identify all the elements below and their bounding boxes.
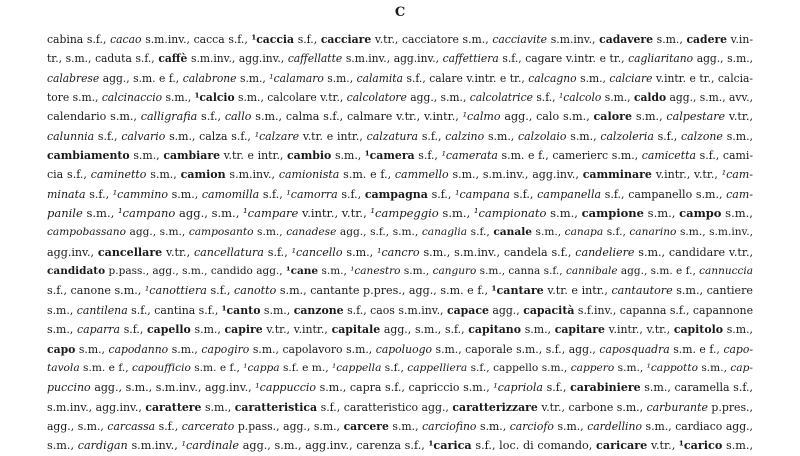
headword-bold: capitare [554, 323, 605, 337]
headword-italic: camionista [278, 168, 340, 182]
headword-bold: capacità [523, 303, 575, 317]
entry-text: s.m., [260, 303, 294, 317]
headword-italic: calzone [681, 129, 723, 143]
text-line [47, 417, 753, 436]
headword-italic: caparra [77, 323, 120, 337]
entry-text: v.intr., v.tr., [604, 323, 674, 337]
headword-italic: ¹cappa [243, 361, 280, 374]
entry-text: s.m., [162, 91, 195, 105]
headword-bold: cadere [686, 33, 727, 46]
headword-bold: camminare [582, 168, 652, 182]
entry-text: s.m., calcolare v.tr., [234, 91, 347, 105]
headword-italic: caposquadra [599, 342, 670, 356]
entry-text: s.m., [129, 149, 164, 163]
entry-text: s.f., caos s.m.inv., [343, 303, 447, 317]
headword-bold: ¹canto [221, 303, 261, 317]
entry-text: s.f., [532, 91, 559, 105]
headword-italic: calzino [445, 129, 485, 143]
headword-italic: ¹campionato [473, 206, 547, 221]
headword-italic: puccino [47, 381, 91, 395]
headword-italic: cam- [726, 187, 753, 201]
entry-text: tr., s.m., caduta s.f., [47, 52, 159, 66]
headword-italic: canguro [432, 265, 477, 278]
headword-italic: capoufficio [132, 361, 191, 374]
entry-text: s.m., [546, 206, 582, 221]
headword-bold: ¹carico [678, 438, 723, 453]
headword-italic: ¹calcolo [559, 91, 602, 105]
headword-italic: canapa [564, 226, 604, 239]
headword-italic: callo [224, 110, 252, 124]
headword-italic: calabrone [182, 71, 237, 85]
entry-text: s.m., calza s.f., [165, 129, 255, 143]
entry-text: s.f., canone s.m., [47, 284, 145, 298]
headword-italic: cardellino [587, 419, 642, 433]
entry-text: s.m., [400, 265, 433, 278]
headword-italic: capoluogo [375, 342, 432, 356]
entry-text: s.m., calma s.f., calmare v.tr., v.intr., [251, 110, 463, 124]
entry-text: v.intr. e tr., calcia- [652, 71, 754, 85]
headword-italic: ¹cammino [112, 187, 168, 201]
entry-text: v.tr. e intr., [220, 149, 288, 163]
headword-bold: candidato [47, 265, 106, 278]
headword-italic: candeliere [575, 245, 635, 259]
headword-italic: cancellatura [193, 245, 264, 259]
text-line [47, 69, 753, 88]
entry-text: s.m., [697, 361, 731, 374]
headword-italic: camicetta [641, 149, 696, 163]
headword-bold: carcere [343, 419, 389, 433]
entry-text: agg., [488, 303, 524, 317]
headword-italic: canarino [629, 226, 677, 239]
entry-text: s.m., [644, 206, 680, 221]
text-line [47, 243, 753, 262]
text-line [47, 340, 753, 359]
headword-italic: cap- [730, 361, 753, 374]
entry-text: s.m., s.m.inv., candela s.f., [419, 245, 576, 259]
headword-bold: canale [493, 226, 532, 239]
headword-italic: calzatura [366, 129, 419, 143]
entry-text: s.m., [190, 323, 225, 337]
headword-bold: camion [180, 168, 226, 182]
entry-text: s.f., [294, 33, 321, 46]
headword-italic: ¹cancro [377, 245, 420, 259]
headword-italic: carburante [646, 400, 708, 414]
headword-italic: ¹cardinale [181, 439, 240, 453]
headword-bold: caldo [634, 91, 667, 105]
headword-bold: canzone [293, 303, 344, 317]
headword-italic: cacao [110, 33, 142, 46]
headword-italic: calcolatrice [469, 91, 533, 105]
entry-text: s.f., loc. di comando, [471, 439, 597, 453]
headword-bold: ¹carica [428, 438, 472, 453]
entry-text: v.tr., carbone s.m., [537, 400, 647, 414]
entry-text: s.f., [119, 323, 148, 337]
headword-bold: ¹calcio [194, 91, 235, 105]
entry-text: cia s.f., [47, 168, 91, 182]
entry-text: s.m., caporale s.m., s.f., agg., [431, 342, 600, 356]
headword-italic: ¹campeggio [370, 206, 439, 221]
headword-italic: calvario [121, 129, 166, 143]
entry-text: s.f. e m., [279, 361, 332, 374]
entry-text: s.f., [85, 187, 113, 201]
headword-italic: ¹canottiera [144, 284, 207, 298]
headword-italic: capogiro [201, 342, 250, 356]
entry-text: v.intr., v.tr., [651, 168, 722, 182]
headword-italic: cannibale [565, 265, 618, 278]
headword-italic: calzolaio [518, 129, 567, 143]
headword-bold: capitale [331, 323, 381, 337]
headword-bold: capello [147, 323, 191, 337]
headword-bold: cancellare [97, 245, 163, 259]
entry-text: s.f., [206, 284, 235, 298]
headword-bold: cambiare [163, 149, 220, 163]
headword-bold: caratteristica [234, 400, 318, 414]
entry-text: s.f., [467, 226, 494, 239]
headword-bold: ¹cantare [491, 284, 544, 298]
entry-text: s.m., [632, 110, 667, 124]
text-line [47, 436, 754, 453]
headword-italic: ¹cancello [291, 245, 343, 259]
headword-italic: campobassano [47, 226, 126, 239]
entry-text: s.f., [263, 245, 292, 259]
headword-italic: cantilena [76, 303, 128, 317]
headword-italic: cappero [570, 361, 615, 374]
entry-text: s.f., [418, 129, 446, 143]
headword-bold: capace [446, 303, 489, 317]
text-line [47, 30, 753, 49]
entry-text: s.m.inv., [127, 439, 182, 453]
entry-text: agg., s.m. e f., [617, 265, 700, 278]
headword-italic: campanella [537, 187, 602, 201]
entry-text: agg., s.f., s.m., [336, 226, 422, 239]
text-line [47, 320, 753, 339]
entry-text: s.f., calare v.intr. e tr., [402, 71, 529, 85]
entry-text: s.m., cantiere [672, 284, 753, 298]
entry-text: v.tr. e intr., [299, 129, 367, 143]
headword-italic: calabrese [47, 71, 100, 85]
entry-text: p.pass., agg., s.m., candido agg., [105, 265, 286, 278]
headword-italic: ¹campano [117, 206, 176, 221]
entry-text: s.f., [381, 361, 408, 374]
entry-text: s.f., [542, 381, 571, 395]
entry-text: s.m. e f., [339, 168, 395, 182]
headword-italic: cantautore [611, 284, 673, 298]
entry-text: s.m., [722, 129, 753, 143]
headword-bold: caricare [596, 438, 648, 453]
entry-text: agg., s.m., s.m.inv., agg.inv., [90, 381, 256, 395]
headword-italic: ¹cappotto [646, 361, 698, 374]
entry-text: s.f., [94, 129, 122, 143]
entry-text: s.f., [414, 149, 442, 163]
headword-italic: carcerato [181, 419, 235, 433]
entry-text: s.m., [82, 206, 118, 221]
headword-bold: carabiniere [570, 381, 641, 395]
headword-italic: cacciavite [492, 33, 548, 46]
headword-bold: campo [679, 206, 722, 221]
headword-italic: ¹calzare [254, 129, 300, 143]
entry-text: s.m., s.m.inv., agg.inv., [448, 168, 583, 182]
headword-italic: canotto [234, 284, 277, 298]
headword-italic: cagliaritano [628, 52, 694, 66]
headword-bold: caratterizzare [452, 400, 538, 414]
text-line [47, 262, 753, 281]
headword-italic: calamita [356, 71, 403, 85]
entry-text: agg., s.m., [175, 206, 244, 221]
text-line [47, 398, 753, 417]
text-line [47, 378, 753, 397]
entry-text: v.tr., [162, 245, 194, 259]
headword-bold: ¹camera [364, 149, 415, 163]
entry-text: v.tr., [647, 439, 679, 453]
headword-italic: tavola [47, 361, 80, 374]
headword-italic: ¹cappella [331, 361, 382, 374]
entry-text: s.m., [388, 419, 423, 433]
entry-text: s.m., [476, 419, 510, 433]
headword-bold: ¹cane [285, 265, 319, 278]
entry-text: s.m.inv., agg.inv., [187, 52, 288, 66]
entry-text: s.f., [509, 187, 538, 201]
text-line [47, 301, 753, 320]
headword-italic: ¹campana [455, 187, 510, 201]
entry-text: agg., s.m., agg.inv., carenza s.f., [239, 439, 429, 453]
entry-text: v.in- [727, 33, 753, 46]
text-line [47, 146, 753, 165]
headword-italic: caffellatte [287, 52, 343, 66]
entry-text: s.m., capra s.f., capriccio s.m., [316, 381, 494, 395]
headword-italic: calcagno [528, 71, 577, 85]
entry-text: s.f., campanello s.m., [601, 187, 727, 201]
headword-italic: carciofino [422, 419, 477, 433]
entry-text: s.m., [318, 265, 351, 278]
headword-italic: calunnia [47, 129, 95, 143]
headword-italic: minata [47, 187, 86, 201]
text-line [47, 223, 753, 242]
headword-italic: calpestare [666, 110, 726, 124]
entry-text: agg.inv., [47, 245, 98, 259]
entry-text: agg., s.m., [47, 419, 108, 433]
headword-italic: capo- [723, 342, 753, 356]
headword-bold: cadavere [599, 33, 653, 46]
text-line [47, 88, 753, 107]
entry-text: s.f., caratteristico agg., [317, 400, 453, 414]
entry-text: s.f., [653, 129, 682, 143]
entry-text: v.tr., v.intr., [262, 323, 332, 337]
entry-text: s.m., [342, 245, 377, 259]
headword-italic: camomilla [201, 187, 260, 201]
entry-text: s.m., canna s.f., [476, 265, 566, 278]
headword-italic: camposanto [188, 226, 254, 239]
text-line [47, 281, 753, 300]
headword-italic: cardigan [77, 439, 128, 453]
entry-text: p.pass., agg., s.m., [234, 419, 344, 433]
headword-bold: capitolo [673, 323, 723, 337]
headword-bold: cacciare [320, 33, 372, 46]
entry-text: s.m., [484, 129, 519, 143]
entry-text: s.f., [603, 226, 630, 239]
entry-text: s.m., [553, 419, 588, 433]
entry-text: v.intr., v.tr., [298, 206, 371, 221]
entry-text: s.m., [438, 206, 474, 221]
headword-italic: cappelliera [407, 361, 468, 374]
entry-text: s.m., [331, 149, 365, 163]
entry-text: s.m., [722, 323, 753, 337]
headword-italic: ¹cappuccio [255, 381, 317, 395]
entry-text: s.m., [566, 129, 601, 143]
headword-italic: ¹canestro [350, 265, 401, 278]
entry-text: s.m.inv., cacca s.f., [141, 33, 252, 46]
headword-bold: cambio [287, 149, 332, 163]
entry-text: s.m., caramella s.f., [640, 381, 753, 395]
text-line [47, 359, 753, 378]
entry-text: s.m., [47, 439, 78, 453]
entry-text: v.tr., [725, 110, 753, 124]
entry-text: s.m., [253, 226, 287, 239]
headword-bold: ¹caccia [251, 33, 295, 46]
headword-bold: campione [581, 206, 644, 221]
entry-text: s.m.inv., agg.inv., [342, 52, 443, 66]
entry-text: s.m.inv., [225, 168, 279, 182]
headword-bold: capire [224, 323, 263, 337]
entry-text: cabina s.f., [47, 33, 111, 46]
word-list-body [47, 30, 754, 453]
entry-text: s.m., [576, 71, 610, 85]
headword-italic: carciofo [509, 419, 554, 433]
headword-italic: ¹cam- [721, 168, 753, 182]
section-letter-heading: C [394, 5, 406, 20]
headword-italic: canaglia [421, 226, 468, 239]
headword-italic: cannuccia [699, 265, 753, 278]
entry-text: agg., calo s.m., [500, 110, 594, 124]
entry-text: s.m., cantante p.pres., agg., s.m. e f., [276, 284, 492, 298]
headword-italic: ¹calamaro [269, 71, 324, 85]
headword-italic: calligrafia [140, 110, 198, 124]
entry-text: agg., s.m., avv., [666, 91, 753, 105]
headword-italic: calzoleria [600, 129, 654, 143]
entry-text: s.f., cami- [695, 149, 753, 163]
entry-text: agg., s.m., s.f., [380, 323, 469, 337]
headword-bold: carattere [145, 400, 202, 414]
headword-bold: cambiamento [47, 149, 130, 163]
headword-bold: caffè [158, 52, 188, 66]
entry-text: s.m., [721, 206, 753, 221]
headword-italic: calciare [609, 71, 653, 85]
headword-italic: panile [47, 206, 83, 221]
headword-italic: ¹camorra [286, 187, 338, 201]
entry-text: s.m., s.m.inv., [676, 226, 754, 239]
entry-text: s.f., cagare v.intr. e tr., [498, 52, 629, 66]
entry-text: s.m., [47, 323, 78, 337]
entry-text: agg., s.m., [693, 52, 753, 66]
headword-italic: capodanno [108, 342, 169, 356]
entry-text: s.m., [146, 168, 181, 182]
entry-text: s.m., candidare v.tr., [634, 245, 753, 259]
headword-italic: calcolatore [346, 91, 407, 105]
entry-text: s.f.inv., capanna s.f., capannone [574, 303, 754, 317]
headword-italic: carcassa [107, 419, 156, 433]
entry-text: s.m. e f., [669, 342, 724, 356]
text-line [47, 107, 753, 126]
entry-text: s.m., [531, 226, 565, 239]
entry-text: s.m., [521, 323, 555, 337]
headword-italic: caminetto [90, 168, 147, 182]
text-line [47, 49, 753, 68]
entry-text: s.m., [201, 400, 235, 414]
headword-italic: caffettiera [442, 52, 499, 66]
entry-text: calendario s.m., [47, 110, 141, 124]
headword-italic: ¹campare [243, 206, 299, 221]
entry-text: v.tr., cacciatore s.m., [371, 33, 493, 46]
headword-italic: canadese [286, 226, 337, 239]
headword-italic: calcinaccio [101, 91, 163, 105]
headword-italic: ¹camerata [441, 149, 498, 163]
entry-text: s.f., [259, 187, 287, 201]
entry-text: s.m., cardiaco agg., [641, 419, 753, 433]
entry-text: s.m.inv., agg.inv., [47, 400, 146, 414]
entry-text: s.m., [236, 71, 270, 85]
text-line [47, 185, 753, 204]
headword-bold: capo [47, 342, 76, 356]
entry-text: s.m., [167, 187, 202, 201]
entry-text: s.m., capolavoro s.m., [249, 342, 376, 356]
entry-text: s.m., [75, 342, 109, 356]
entry-text: s.f., [155, 419, 182, 433]
entry-text: s.m.inv., [547, 33, 600, 46]
entry-text: s.f., [197, 110, 225, 124]
entry-text: s.m., [601, 91, 634, 105]
entry-text: s.m. e f., [79, 361, 133, 374]
entry-text: v.tr. e intr., [543, 284, 612, 298]
text-line [47, 204, 753, 223]
entry-text: agg., s.m. e f., [99, 71, 183, 85]
entry-text: agg., s.m., [125, 226, 189, 239]
entry-text: s.m., [47, 303, 77, 317]
entry-text: s.f., [427, 187, 456, 201]
entry-text: s.m., [168, 342, 202, 356]
entry-text: s.m., [653, 33, 687, 46]
headword-italic: ¹capriola [493, 381, 543, 395]
text-line [47, 127, 753, 146]
headword-bold: calore [593, 110, 633, 124]
entry-text: s.f., [337, 187, 365, 201]
entry-text: s.m., [323, 71, 357, 85]
entry-text: s.m., [614, 361, 647, 374]
text-line [47, 165, 753, 184]
headword-italic: cammello [394, 168, 449, 182]
entry-text: agg., s.m., [406, 91, 470, 105]
entry-text: s.f., cantina s.f., [127, 303, 222, 317]
headword-bold: campagna [364, 187, 428, 201]
entry-text: s.f., cappello s.m., [467, 361, 571, 374]
headword-italic: ¹calmo [462, 110, 501, 124]
headword-bold: capitano [468, 323, 521, 337]
entry-text: p.pres., [707, 400, 753, 414]
entry-text: s.m. e f., [190, 361, 244, 374]
entry-text: tore s.m., [47, 91, 102, 105]
entry-text: s.m., [722, 439, 754, 453]
entry-text: s.m. e f., camerierc s.m., [497, 149, 642, 163]
